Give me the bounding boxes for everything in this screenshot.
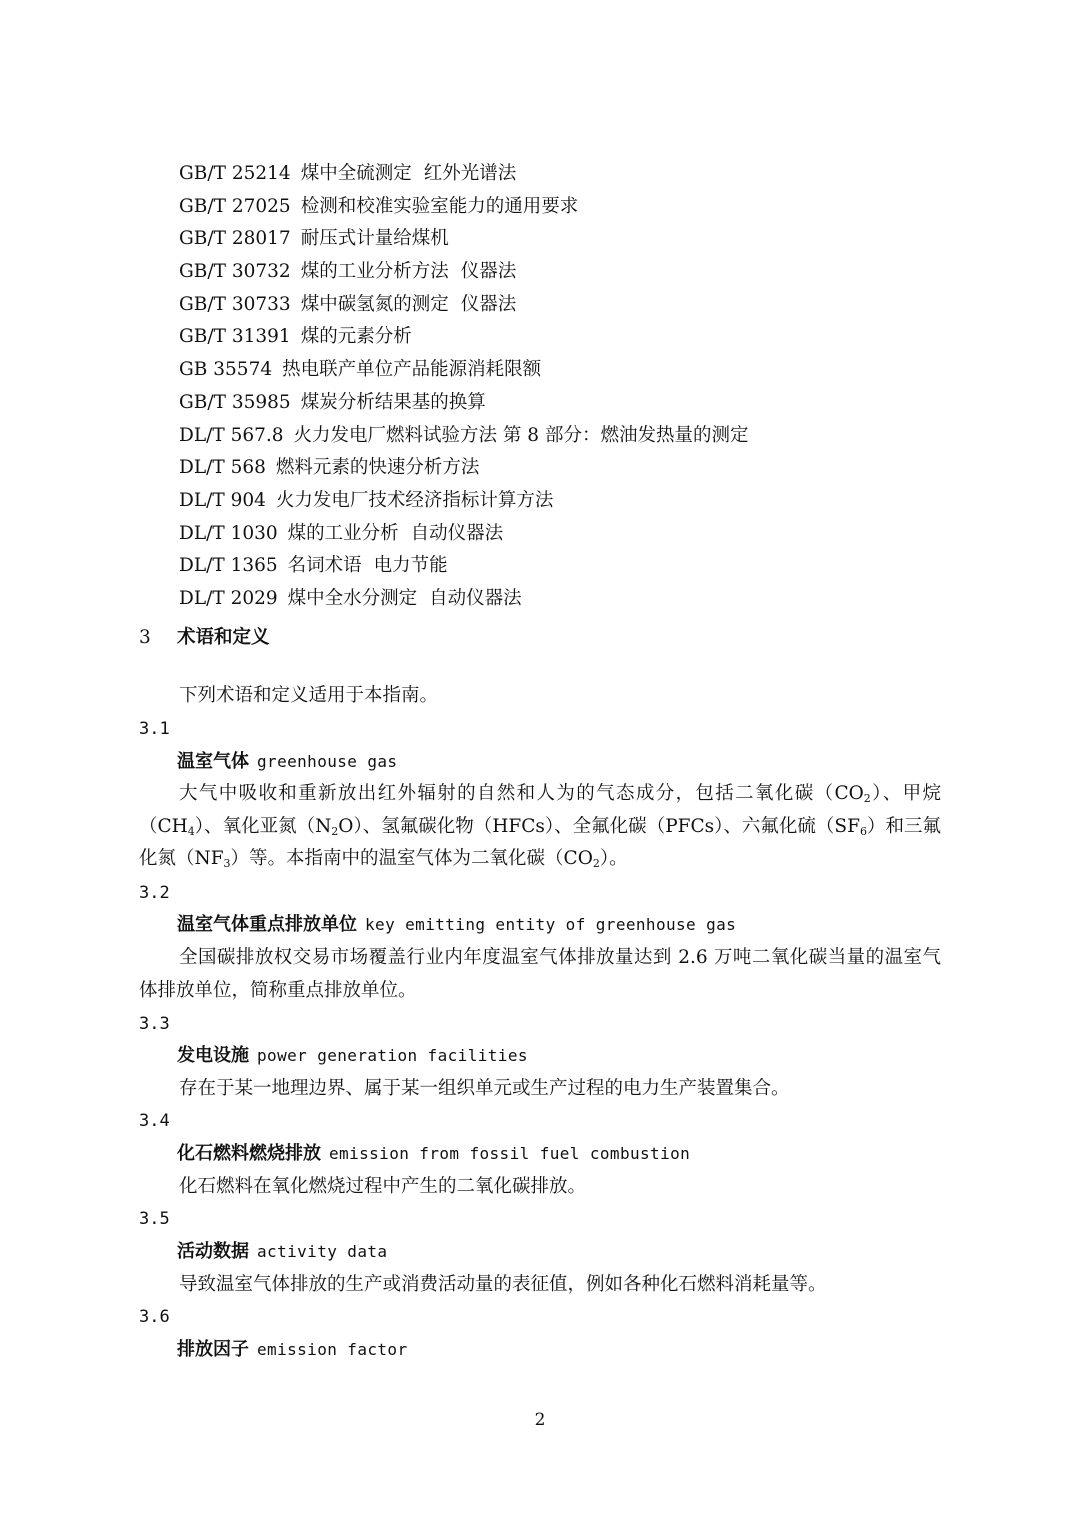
reference-item	[179, 550, 959, 583]
section-number: 3	[139, 627, 151, 648]
term-definition: 大气中吸收和重新放出红外辐射的自然和人为的气态成分，包括二氧化碳$(CO_2)$、甲烷$(CH_4)$、氧化亚氮$(N_2O)$、氢氟碳化物（HFCs）、全氟化碳（PFCs）、六氟化硫$(SF_6)$和三氟化氮$(NF_3)$等。本指南中的温室气体为二氧化碳$(CO_2)$。	[139, 783, 941, 871]
clause-number: 3.6	[139, 1307, 170, 1327]
reference-title: 煤的元素分析	[300, 326, 412, 348]
reference-title: 检测和校准实验室能力的通用要求	[300, 195, 579, 217]
reference-method: 红外光谱法	[423, 163, 517, 184]
reference-title: 火力发电厂技术经济指标计算方法	[275, 489, 554, 511]
term-zh: 活动数据	[177, 1241, 249, 1262]
reference-code: GB/T 31391	[179, 326, 291, 348]
reference-title: 煤中全硫测定	[300, 163, 412, 184]
reference-item	[179, 387, 959, 420]
section-intro: 下列术语和定义适用于本指南。	[179, 685, 439, 706]
term-zh: 发电设施	[177, 1045, 249, 1066]
reference-title: 煤炭分析结果基的换算	[300, 391, 486, 413]
term-definition: 化石燃料在氧化燃烧过程中产生的二氧化碳排放。	[179, 1176, 587, 1197]
clause-number: 3.2	[139, 883, 170, 903]
reference-item	[179, 158, 959, 191]
clause-number: 3.5	[139, 1209, 170, 1229]
page-number: 2	[534, 1410, 546, 1430]
reference-item	[179, 191, 959, 224]
reference-code: DL/T 1030	[179, 522, 278, 544]
reference-title: 火力发电厂燃料试验方法 第 8 部分：燃油发热量的测定	[293, 424, 749, 446]
reference-code: DL/T 568	[179, 457, 266, 479]
reference-method: 仪器法	[460, 293, 517, 315]
term-en: emission factor	[257, 1340, 408, 1359]
reference-code: GB/T 30733	[179, 293, 291, 315]
reference-code: DL/T 567.8	[179, 424, 284, 446]
term-definition: 存在于某一地理边界、属于某一组织单元或生产过程的电力生产装置集合。	[179, 1078, 790, 1099]
term-heading	[177, 1238, 387, 1266]
section-title: 术语和定义	[177, 627, 270, 648]
term-zh: 温室气体	[177, 751, 249, 772]
reference-title: 煤中全水分测定	[287, 587, 418, 609]
reference-item	[179, 420, 959, 453]
reference-item	[179, 485, 959, 518]
term-en: key emitting entity of greenhouse gas	[365, 915, 737, 934]
reference-method: 电力节能	[373, 555, 448, 577]
term-en: activity data	[257, 1242, 388, 1261]
term-heading	[177, 1140, 690, 1168]
reference-code: GB/T 28017	[179, 228, 291, 250]
reference-code: GB/T 35985	[179, 391, 291, 413]
reference-item	[179, 256, 959, 289]
reference-title: 煤的工业分析	[287, 522, 399, 544]
reference-method: 自动仪器法	[410, 522, 504, 544]
clause-number: 3.1	[139, 719, 170, 739]
reference-item	[179, 452, 959, 485]
clause-number: 3.3	[139, 1014, 170, 1034]
reference-method: 自动仪器法	[429, 587, 522, 609]
reference-title: 热电联产单位产品能源消耗限额	[282, 359, 542, 381]
clause-number: 3.4	[139, 1111, 170, 1131]
reference-item	[179, 289, 959, 322]
term-heading	[177, 911, 736, 939]
reference-code: GB/T 27025	[179, 195, 291, 217]
term-heading	[177, 1042, 528, 1070]
term-zh: 化石燃料燃烧排放	[177, 1143, 321, 1164]
reference-item	[179, 354, 959, 387]
reference-title: 煤中碳氢氮的测定	[300, 293, 449, 315]
reference-code: DL/T 904	[179, 489, 266, 511]
reference-item	[179, 518, 959, 551]
reference-code: DL/T 2029	[179, 587, 278, 609]
reference-title: 名词术语	[287, 555, 362, 577]
reference-title: 燃料元素的快速分析方法	[275, 457, 480, 479]
term-zh: 温室气体重点排放单位	[177, 914, 357, 935]
reference-code: GB/T 30732	[179, 261, 291, 283]
reference-code: GB 35574	[179, 359, 273, 381]
term-heading	[177, 748, 397, 776]
term-en: emission from fossil fuel combustion	[329, 1144, 691, 1163]
term-heading	[177, 1336, 408, 1364]
term-definition: 全国碳排放权交易市场覆盖行业内年度温室气体排放量达到 2.6 万吨二氧化碳当量的温室气体排放单位，简称重点排放单位。	[139, 947, 941, 1001]
term-en: greenhouse gas	[257, 752, 398, 771]
section-heading	[139, 624, 270, 652]
reference-title: 耐压式计量给煤机	[300, 228, 449, 250]
term-en: power generation facilities	[257, 1046, 528, 1065]
reference-list	[179, 158, 959, 616]
reference-code: GB/T 25214	[179, 163, 291, 184]
term-zh: 排放因子	[177, 1339, 249, 1360]
reference-code: DL/T 1365	[179, 555, 278, 577]
reference-item	[179, 583, 959, 616]
reference-method: 仪器法	[460, 261, 517, 283]
reference-title: 煤的工业分析方法	[300, 261, 449, 283]
term-definition: 导致温室气体排放的生产或消费活动量的表征值，例如各种化石燃料消耗量等。	[179, 1274, 827, 1295]
reference-item	[179, 321, 959, 354]
reference-item	[179, 223, 959, 256]
